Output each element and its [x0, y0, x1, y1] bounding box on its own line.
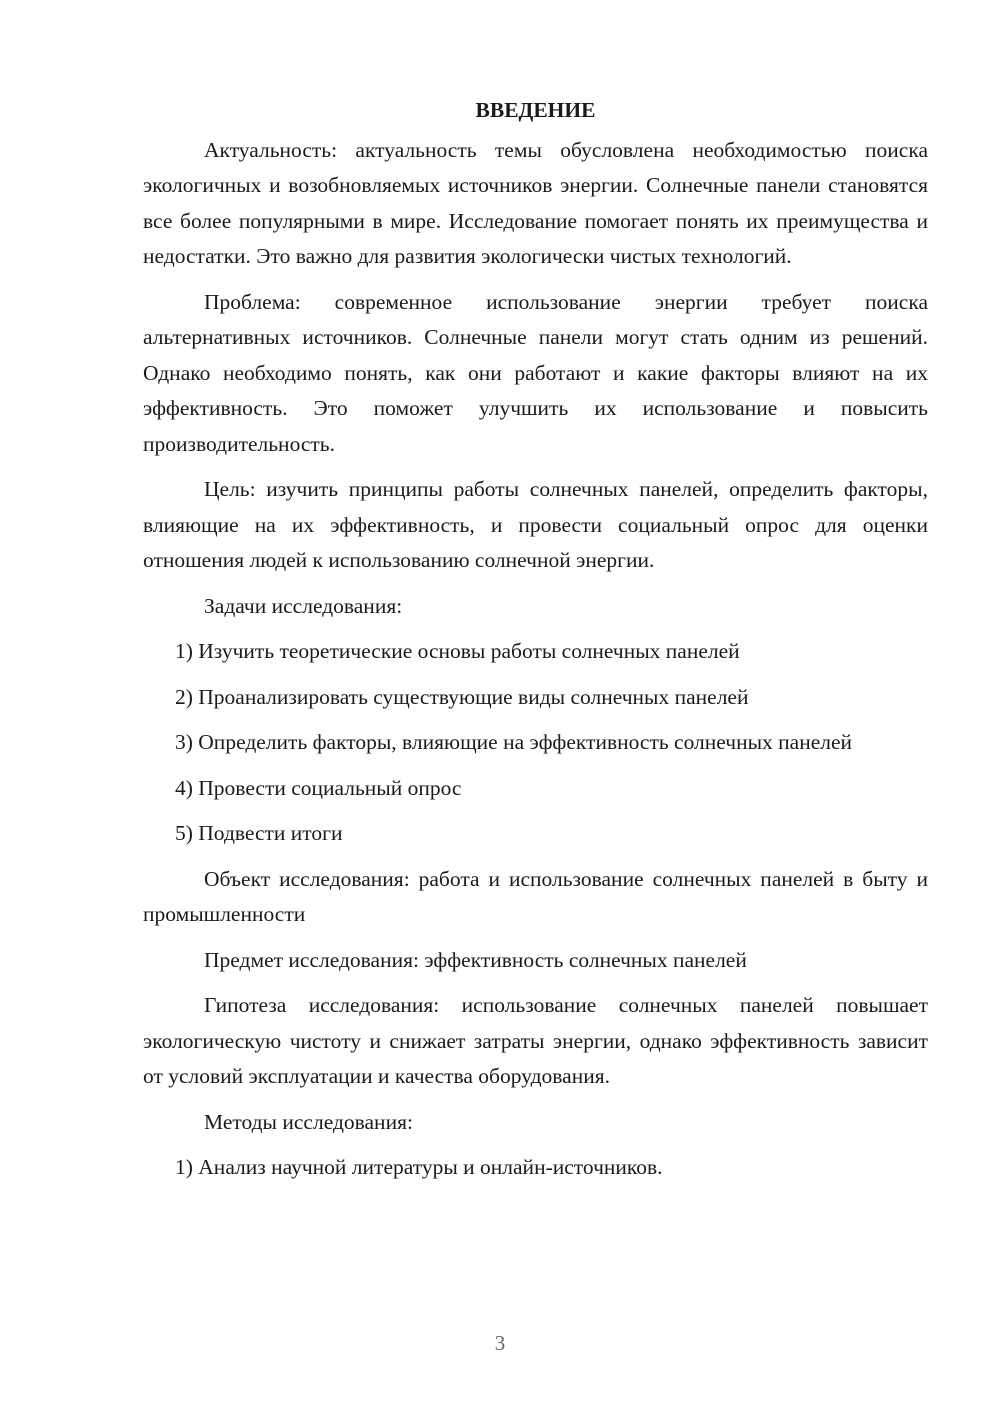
tasks-heading: Задачи исследования:	[204, 593, 403, 618]
page-number: 3	[494, 1331, 506, 1355]
subject-paragraph: Предмет исследования: эффективность солнечных панелей	[204, 947, 747, 972]
section-title: ВВЕДЕНИЕ	[475, 98, 596, 122]
goal-paragraph: Цель: изучить принципы работы солнечных панелей, определить факторы, влияющие на их эффективность, и провести социальный опрос для оценки отношения людей к использованию солнечной энергии.	[143, 477, 928, 572]
hypothesis-paragraph: Гипотеза исследования: использование солнечных панелей повышает экологическую чистоту и снижает затраты энергии, однако эффективность зависит от условий эксплуатации и качества оборудования.	[143, 993, 928, 1088]
task-item: 2) Проанализировать существующие виды солнечных панелей	[175, 684, 749, 709]
task-item: 3) Определить факторы, влияющие на эффективность солнечных панелей	[175, 730, 853, 754]
problem-paragraph: Проблема: современное использование энергии требует поиска альтернативных источников. Солнечные панели могут стать одним из решений. Однако необходимо понять, как они работают и какие факторы влияют на их эффективность. Это поможет улучшить их использование и повысить производительность.	[143, 289, 928, 456]
task-item: 5) Подвести итоги	[175, 821, 343, 845]
methods-heading: Методы исследования:	[204, 1109, 413, 1134]
method-item: 1) Анализ научной литературы и онлайн-источников.	[175, 1155, 663, 1179]
object-paragraph: Объект исследования: работа и использование солнечных панелей в быту и промышленности	[143, 866, 928, 926]
document-page	[143, 93, 928, 1196]
relevance-paragraph: Актуальность: актуальность темы обусловлена необходимостью поиска экологичных и возобновляемых источников энергии. Солнечные панели становятся все более популярными в мире. Исследование помогает понять их преимущества и недостатки. Это важно для развития экологически чистых технологий.	[143, 137, 928, 268]
task-item: 1) Изучить теоретические основы работы солнечных панелей	[175, 639, 740, 663]
task-item: 4) Провести социальный опрос	[175, 775, 462, 800]
